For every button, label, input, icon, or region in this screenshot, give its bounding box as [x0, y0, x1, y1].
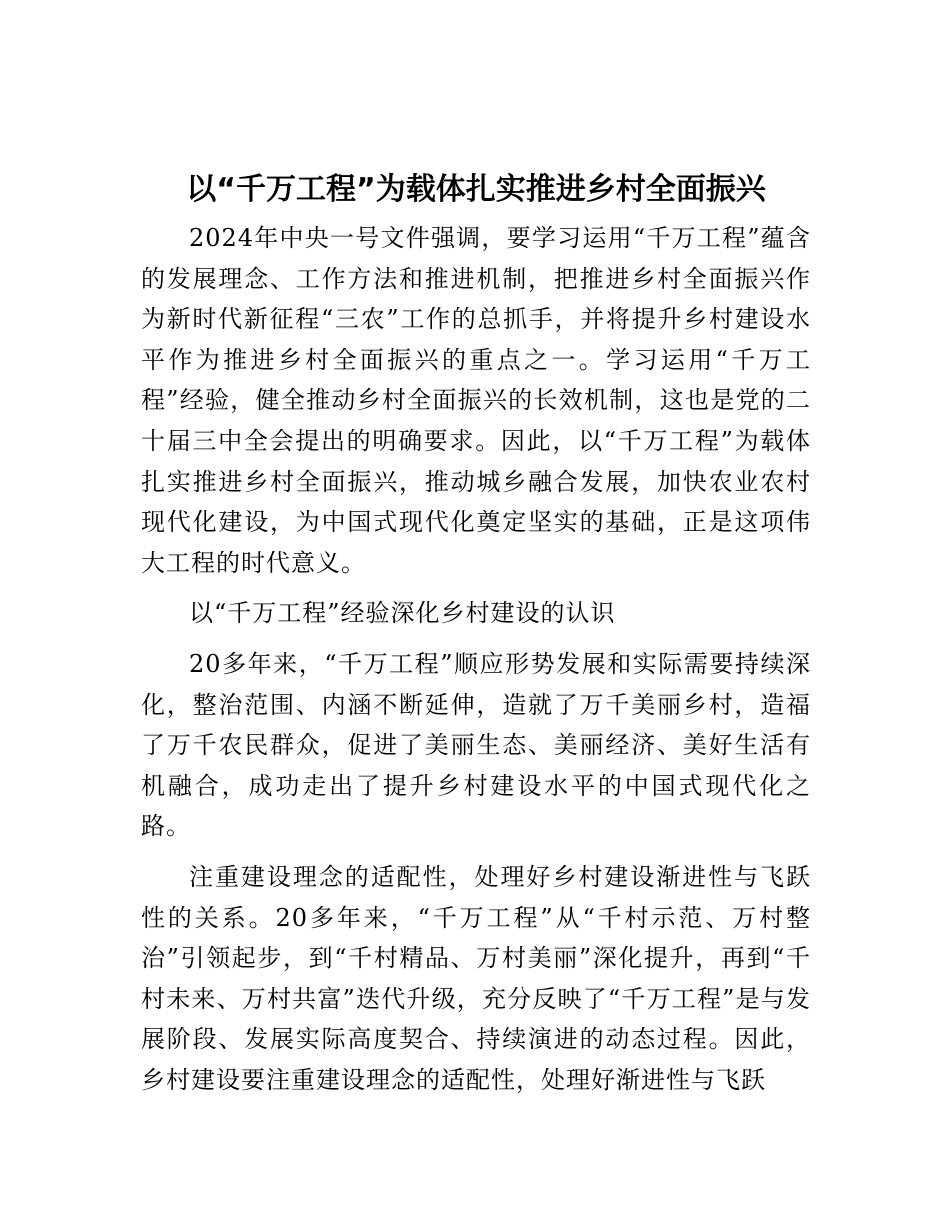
- body-paragraph: 注重建设理念的适配性，处理好乡村建设渐进性与飞跃性的关系。20多年来，“千万工程”从“千村示范、万村整治”引领起步，到“千村精品、万村美丽”深化提升，再到“千村未来、万村共富”迭代升级，充分反映了“千万工程”是与发展阶段、发展实际高度契合、持续演进的动态过程。因此，乡村建设要注重建设理念的适配性，处理好渐进性与飞跃: [141, 862, 811, 1094]
- body-paragraph: 20多年来，“千万工程”顺应形势发展和实际需要持续深化，整治范围、内涵不断延伸，造就了万千美丽乡村，造福了万千农民群众，促进了美丽生态、美丽经济、美好生活有机融合，成功走出了提升乡村建设水平的中国式现代化之路。: [141, 649, 811, 841]
- intro-paragraph: 2024年中央一号文件强调，要学习运用“千万工程”蕴含的发展理念、工作方法和推进机制，把推进乡村全面振兴作为新时代新征程“三农”工作的总抓手，并将提升乡村建设水平作为推进乡村全面振兴的重点之一。学习运用“千万工程”经验，健全推动乡村全面振兴的长效机制，这也是党的二十届三中全会提出的明确要求。因此，以“千万工程”为载体扎实推进乡村全面振兴，推动城乡融合发展，加快农业农村现代化建设，为中国式现代化奠定坚实的基础，正是这项伟大工程的时代意义。: [141, 224, 811, 577]
- document-title: 以“千万工程”为载体扎实推进乡村全面振兴: [186, 172, 766, 207]
- section-heading: 以“千万工程”经验深化乡村建设的认识: [189, 599, 616, 628]
- document-body: [141, 170, 811, 1100]
